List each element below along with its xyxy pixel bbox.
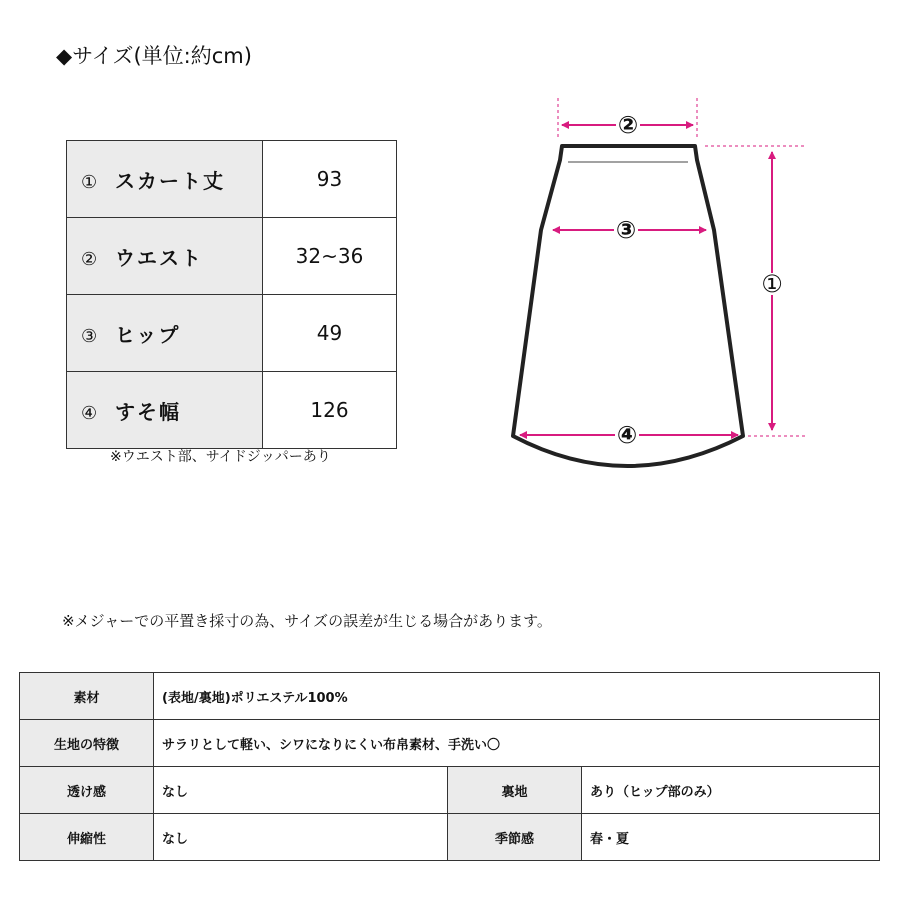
spec-value: 春・夏: [582, 814, 880, 861]
spec-label: 伸縮性: [20, 814, 154, 861]
size-label-cell: [67, 295, 263, 372]
size-number: ②: [81, 248, 98, 270]
size-row: [67, 218, 397, 295]
page-title: ◆サイズ(単位:約cm): [56, 44, 252, 68]
size-number: ④: [81, 402, 98, 424]
measure-note: ※メジャーでの平置き採寸の為、サイズの誤差が生じる場合があります。: [62, 612, 552, 630]
size-value: 49: [263, 295, 397, 372]
spec-value: なし: [154, 767, 448, 814]
spec-label: 裏地: [448, 767, 582, 814]
marker-4: ④: [616, 421, 638, 449]
size-label: ヒップ: [115, 322, 181, 347]
skirt-outline: [513, 146, 743, 466]
size-label-cell: [67, 218, 263, 295]
size-note: ※ウエスト部、サイドジッパーあり: [110, 449, 331, 465]
marker-2: ②: [617, 111, 639, 139]
size-label-cell: [67, 372, 263, 449]
spec-label: 透け感: [20, 767, 154, 814]
spec-value: あり（ヒップ部のみ）: [582, 767, 880, 814]
spec-row: [20, 767, 880, 814]
spec-value: サラリとして軽い、シワになりにくい布帛素材、手洗い〇: [154, 720, 880, 767]
spec-row: [20, 814, 880, 861]
spec-label: 生地の特徴: [20, 720, 154, 767]
size-label-cell: [67, 141, 263, 218]
size-value: 32~36: [263, 218, 397, 295]
size-row: [67, 372, 397, 449]
spec-value: なし: [154, 814, 448, 861]
spec-label: 素材: [20, 673, 154, 720]
skirt-diagram: [500, 90, 810, 480]
spec-row: [20, 720, 880, 767]
spec-row: [20, 673, 880, 720]
size-label: スカート丈: [115, 168, 225, 193]
marker-3: ③: [615, 216, 637, 244]
spec-table: [19, 672, 880, 861]
size-row: [67, 295, 397, 372]
marker-1: ①: [761, 270, 783, 298]
size-label: ウエスト: [115, 245, 203, 270]
size-number: ①: [81, 171, 98, 193]
size-number: ③: [81, 325, 98, 347]
spec-label: 季節感: [448, 814, 582, 861]
spec-value: (表地/裏地)ポリエステル100%: [154, 673, 880, 720]
size-table: [66, 140, 397, 449]
size-row: [67, 141, 397, 218]
size-value: 93: [263, 141, 397, 218]
size-label: すそ幅: [115, 399, 181, 424]
size-value: 126: [263, 372, 397, 449]
